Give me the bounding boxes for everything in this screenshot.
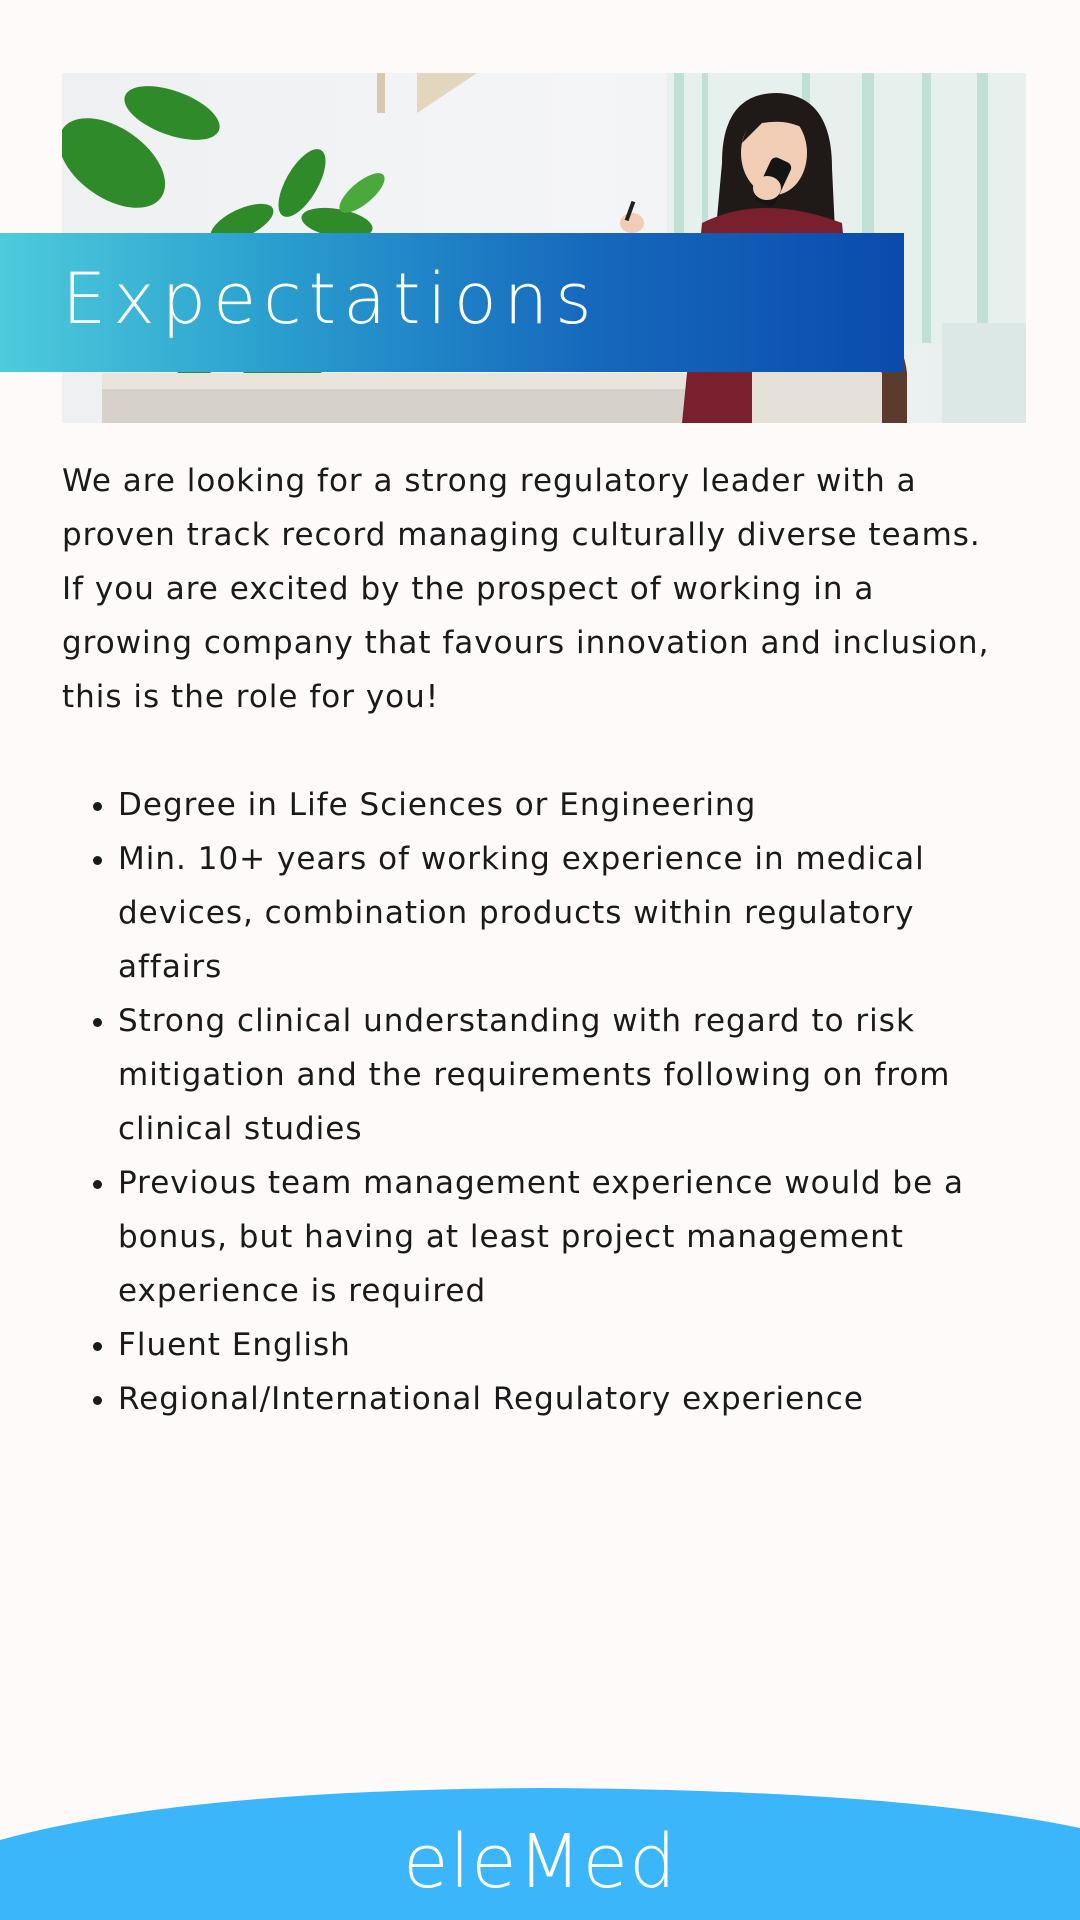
list-item: • Degree in Life Sciences or Engineering	[118, 778, 1002, 832]
company-logo	[0, 1819, 1080, 1905]
list-item: • Fluent English	[118, 1318, 1002, 1372]
logo-text: eleMed	[403, 1819, 677, 1905]
page-title: Expectations	[62, 258, 599, 340]
requirements-list	[62, 778, 1002, 1426]
list-item: • Min. 10+ years of working experience in medical devices, combination products within regulatory affairs	[118, 832, 1002, 994]
list-item: • Regional/International Regulatory experience	[118, 1372, 1002, 1426]
list-item: • Previous team management experience would be a bonus, but having at least project management experience is required	[118, 1156, 1002, 1318]
list-item: • Strong clinical understanding with regard to risk mitigation and the requirements following on from clinical studies	[118, 994, 1002, 1156]
intro-paragraph: We are looking for a strong regulatory leader with a proven track record managing culturally diverse teams. If you are excited by the prospect of working in a growing company that favours innovation and inclusion, this is the role for you!	[62, 463, 990, 715]
